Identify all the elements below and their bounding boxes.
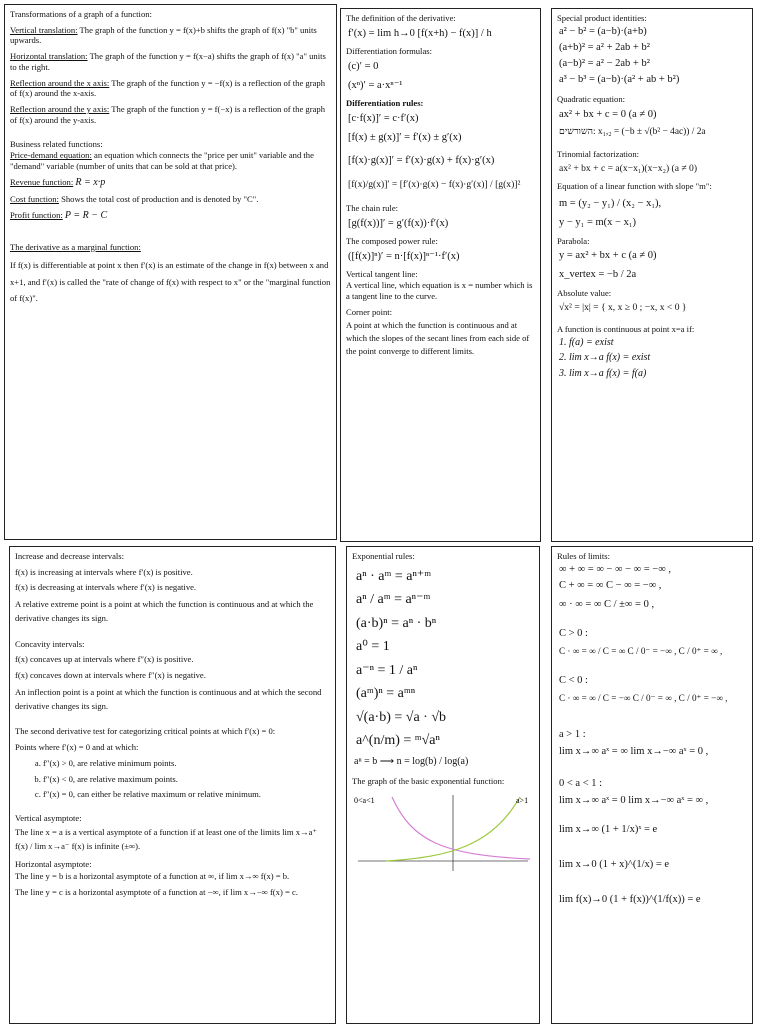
limit-rule-3: ∞ · ∞ = ∞ C / ±∞ = 0 , bbox=[559, 598, 655, 610]
exp-rule-3: (a·b)ⁿ = aⁿ · bⁿ bbox=[356, 615, 437, 631]
exp-rule-2: aⁿ / aᵐ = aⁿ⁻ᵐ bbox=[356, 592, 431, 608]
graph-title: The graph of the basic exponential function: bbox=[352, 776, 505, 787]
text: The graph of the function y = f(x−a) shifts the graph of f(x) "a" units to the right. bbox=[10, 51, 326, 72]
algebra-panel bbox=[551, 8, 753, 542]
rule-quotient: [f(x)/g(x)]′ = [f′(x)·g(x) − f(x)·g′(x)] / [g(x)]² bbox=[348, 178, 521, 190]
limit-rule-4: C · ∞ = ∞ / C = ∞ C / 0⁻ = −∞ , C / 0⁺ = ∞ , bbox=[559, 646, 723, 657]
parabola-title: Parabola: bbox=[557, 235, 590, 246]
limit-rule-1: ∞ + ∞ = ∞ − ∞ − ∞ = −∞ , bbox=[559, 563, 671, 575]
label: Reflection around the x axis: bbox=[10, 77, 110, 88]
text: The graph of the function y = −f(x) is a reflection of the graph of f(x) around the x-axis. bbox=[10, 77, 326, 99]
exponential-graph bbox=[352, 791, 534, 873]
formula: P = R − C bbox=[64, 210, 108, 222]
quadratic-roots: השורשים: x₁,₂ = (−b ± √(b² − 4ac)) / 2a bbox=[559, 127, 706, 138]
absolute-formula: √x² = |x| = { x, x ≥ 0 ; −x, x < 0 } bbox=[559, 302, 687, 314]
concave-down-text: f(x) concaves down at intervals where f″(x) is negative. bbox=[15, 670, 206, 681]
inc-dec-title: Increase and decrease intervals: bbox=[15, 551, 125, 561]
cpow-title: The composed power rule: bbox=[346, 235, 438, 246]
quadratic-equation: ax² + bx + c = 0 (a ≠ 0) bbox=[559, 108, 657, 120]
extreme-point-text: A relative extreme point is a point at which the function is continuous and at which the derivative changes its sign. bbox=[15, 599, 314, 623]
formula: R = x·p bbox=[75, 176, 106, 188]
c-negative-label: C < 0 : bbox=[559, 674, 588, 686]
corner-title: Corner point: bbox=[346, 306, 393, 317]
label: Price-demand equation: bbox=[10, 150, 92, 161]
reflection-x bbox=[10, 78, 331, 99]
horizontal-translation bbox=[10, 51, 331, 72]
limit-rule-10: lim f(x)→0 (1 + f(x))^(1/f(x)) = e bbox=[559, 894, 701, 906]
concave-up-text: f(x) concaves up at intervals where f″(x) is positive. bbox=[15, 654, 194, 665]
vertical-asymptote-text: The line x = a is a vertical asymptote of a function if at least one of the limits lim x→a⁺ f(x) / lim x→a⁻ f(x) is infinite (±∞). bbox=[15, 826, 317, 852]
exp-rule-5: a⁻ⁿ = 1 / aⁿ bbox=[356, 662, 418, 678]
rule-product: [f(x)·g(x)]′ = f′(x)·g(x) + f(x)·g′(x) bbox=[348, 154, 495, 166]
text: The graph of the function y = f(x)+b shifts the graph of f(x) "b" units upwards. bbox=[10, 24, 317, 46]
identity-3: (a−b)² = a² − 2ab + b² bbox=[559, 57, 650, 69]
exp-rule-9: aⁿ = b ⟶ n = log(b) / log(a) bbox=[354, 755, 469, 767]
power-rule: (xⁿ)′ = a·xⁿ⁻¹ bbox=[348, 79, 403, 91]
def-formula: f′(x) = lim h→0 [f(x+h) − f(x)] / h bbox=[348, 27, 492, 39]
cost-function bbox=[10, 194, 331, 205]
continuity-conditions bbox=[569, 337, 747, 381]
marginal-title: The derivative as a marginal function: bbox=[10, 241, 141, 252]
point-slope-formula: y − y₁ = m(x − x₁) bbox=[559, 217, 636, 229]
c-positive-label: C > 0 : bbox=[559, 628, 588, 640]
derivative-panel bbox=[340, 8, 541, 542]
price-demand bbox=[10, 150, 331, 171]
corner-text: A point at which the function is continuous and at which the slopes of the secant lines from each side of the point converge to different limits. bbox=[346, 319, 530, 357]
chain-rule: [g(f(x))]′ = g′(f(x))·f′(x) bbox=[348, 217, 449, 229]
text: Shows the total cost of production and is denoted by "C". bbox=[61, 194, 259, 205]
horizontal-asymptote-title: Horizontal asymptote: bbox=[15, 859, 92, 870]
label: Cost function: bbox=[10, 194, 59, 205]
identity-1: a² − b² = (a−b)·(a+b) bbox=[559, 25, 647, 37]
formulas-title: Differentiation formulas: bbox=[346, 45, 432, 56]
def-title: The definition of the derivative: bbox=[346, 13, 456, 23]
decreasing-text: f(x) is decreasing at intervals where f′(x) is negative. bbox=[15, 582, 197, 593]
label: Horizontal translation: bbox=[10, 51, 88, 62]
increasing-text: f(x) is increasing at intervals where f′(x) is positive. bbox=[15, 566, 193, 577]
exponential-panel bbox=[346, 546, 540, 1024]
limit-rule-2: C + ∞ = ∞ C − ∞ = −∞ , bbox=[559, 579, 662, 591]
text: The graph of the function y = f(−x) is a reflection of the graph of f(x) around the y-axis. bbox=[10, 104, 326, 125]
list-item: c. f″(x) = 0, can either be relative maximum or relative minimum. bbox=[43, 789, 330, 800]
a-greater-1-label: a > 1 : bbox=[559, 729, 586, 741]
limits-title: Rules of limits: bbox=[557, 551, 610, 561]
exp-rule-6: (aᵐ)ⁿ = aᵐⁿ bbox=[356, 686, 416, 702]
panel-title: Transformations of a graph of a function: bbox=[10, 9, 152, 19]
business-title: Business related functions: bbox=[10, 138, 103, 149]
list-item: 1. f(a) = exist bbox=[569, 337, 747, 350]
second-derivative-intro: Points where f′(x) = 0 and at which: bbox=[15, 742, 139, 753]
profit-function bbox=[10, 210, 331, 223]
exp-rule-8: a^(n/m) = ᵐ√aⁿ bbox=[356, 733, 440, 749]
limit-rule-8: lim x→∞ (1 + 1/x)ˣ = e bbox=[559, 823, 658, 835]
vertical-asymptote-title: Vertical asymptote: bbox=[15, 813, 82, 824]
exp-rule-4: a⁰ = 1 bbox=[356, 639, 390, 655]
growth-label: a>1 bbox=[516, 795, 529, 805]
label: Revenue function: bbox=[10, 176, 74, 187]
label: Reflection around the y axis: bbox=[10, 104, 110, 115]
list-item: 3. lim x→a f(x) = f(a) bbox=[569, 368, 747, 381]
continuity-title: A function is continuous at point x=a if: bbox=[557, 324, 695, 335]
inflection-text: An inflection point is a point at which the function is continuous and at which the second derivative changes its sign. bbox=[15, 686, 322, 711]
list-item: a. f″(x) > 0, are relative minimum points. bbox=[43, 758, 330, 769]
parabola-formula: y = ax² + bx + c (a ≠ 0) bbox=[559, 250, 657, 262]
limit-rule-5: C · ∞ = ∞ / C = −∞ C / 0⁻ = ∞ , C / 0⁺ = −∞ , bbox=[559, 692, 728, 703]
limit-rule-9: lim x→0 (1 + x)^(1/x) = e bbox=[559, 858, 670, 870]
identity-2: (a+b)² = a² + 2ab + b² bbox=[559, 41, 650, 53]
exp-rule-1: aⁿ · aᵐ = aⁿ⁺ᵐ bbox=[356, 568, 432, 584]
chain-title: The chain rule: bbox=[346, 202, 399, 213]
slope-formula: m = (y₂ − y₁) / (x₂ − x₁), bbox=[559, 198, 662, 210]
label: Vertical translation: bbox=[10, 24, 78, 35]
linear-title: Equation of a linear function with slope "m": bbox=[557, 180, 712, 191]
exp-rule-7: √(a·b) = √a · √b bbox=[356, 709, 447, 725]
decay-curve bbox=[392, 797, 530, 859]
reflection-y bbox=[10, 104, 331, 125]
limits-panel bbox=[551, 546, 753, 1024]
marginal-text: If f(x) is differentiable at point x then f′(x) is an estimate of the change in f(x) between x and x+1, and f′(x) is called the "rate of change of f(x) with respect to x" or the "marginal function of f(x)". bbox=[10, 260, 331, 303]
vertex-formula: x_vertex = −b / 2a bbox=[559, 269, 637, 281]
horizontal-asymptote-2: The line y = c is a horizontal asymptote of a function at −∞, if lim x→−∞ f(x) = c. bbox=[15, 886, 298, 897]
decay-label: 0<a<1 bbox=[354, 795, 375, 805]
vertical-tangent-text: A vertical line, which equation is x = number which is a tangent line to the curve. bbox=[346, 280, 533, 302]
label: Profit function: bbox=[10, 210, 63, 221]
vertical-tangent-title: Vertical tangent line: bbox=[346, 268, 418, 279]
rule-sum: [f(x) ± g(x)]′ = f′(x) ± g′(x) bbox=[348, 131, 462, 143]
special-products-title: Special product identities: bbox=[557, 13, 647, 23]
list-item: b. f″(x) < 0, are relative maximum points. bbox=[43, 774, 330, 785]
second-derivative-cases bbox=[43, 758, 330, 800]
rules-title: Differentiation rules: bbox=[346, 97, 424, 108]
trinomial-formula: ax² + bx + c = a(x−x₁)(x−x₂) (a ≠ 0) bbox=[559, 162, 698, 174]
analysis-panel bbox=[9, 546, 336, 1024]
absolute-title: Absolute value: bbox=[557, 287, 612, 298]
revenue-function bbox=[10, 177, 331, 190]
limit-rule-7: lim x→∞ aˣ = 0 lim x→−∞ aˣ = ∞ , bbox=[559, 794, 709, 806]
rule-constant: [c·f(x)]′ = c·f′(x) bbox=[348, 112, 419, 124]
trinomial-title: Trinomial factorization: bbox=[557, 148, 640, 159]
vertical-translation bbox=[10, 25, 331, 46]
identity-4: a³ − b³ = (a−b)·(a² + ab + b²) bbox=[559, 74, 680, 86]
quadratic-title: Quadratic equation: bbox=[557, 94, 626, 105]
transformations-panel bbox=[4, 4, 337, 540]
horizontal-asymptote-1: The line y = b is a horizontal asymptote of a function at ∞, if lim x→∞ f(x) = b. bbox=[15, 870, 290, 881]
limit-rule-6: lim x→∞ aˣ = ∞ lim x→−∞ aˣ = 0 , bbox=[559, 746, 709, 758]
second-derivative-title: The second derivative test for categorizing critical points at which f′(x) = 0: bbox=[15, 726, 276, 737]
exponential-title: Exponential rules: bbox=[352, 551, 415, 561]
a-between-label: 0 < a < 1 : bbox=[559, 777, 603, 789]
const-rule: (c)′ = 0 bbox=[348, 60, 379, 72]
cpow-rule: ([f(x)]ⁿ)′ = n·[f(x)]ⁿ⁻¹·f′(x) bbox=[348, 250, 460, 262]
concavity-title: Concavity intervals: bbox=[15, 638, 85, 649]
list-item: 2. lim x→a f(x) = exist bbox=[569, 352, 747, 365]
text: an equation which connects the "price per unit" variable and the "demand" variable (number of units that can be sold at that price). bbox=[10, 150, 314, 172]
